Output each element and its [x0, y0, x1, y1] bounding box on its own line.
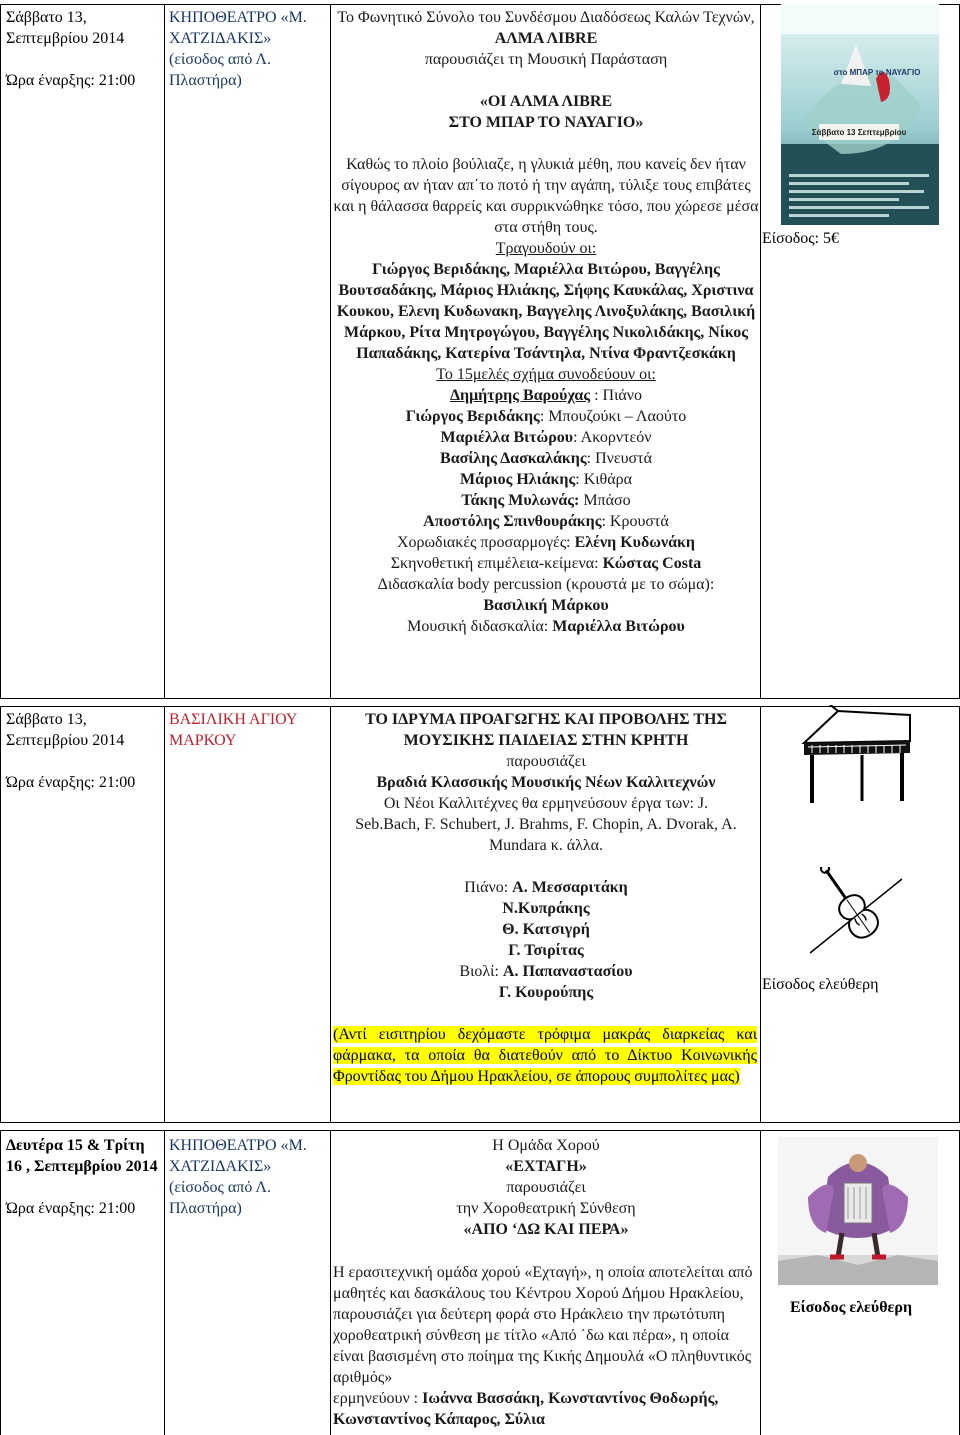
- column-divider: [760, 1130, 761, 1435]
- column-divider: [760, 706, 761, 1123]
- poster-date: Σάββατο 13 Σεπτεμβρίου: [811, 128, 907, 137]
- column-divider: [330, 4, 331, 699]
- row-divider: [0, 1122, 960, 1123]
- band-member: Γιώργος Βεριδάκης: Μπουζούκι – Λαούτο: [405, 408, 687, 425]
- pianist: Ν.Κυπράκης: [502, 900, 590, 917]
- event-date-cell: [6, 1135, 162, 1219]
- band-member: Βασίλης Δασκαλάκης: Πνευστά: [440, 450, 652, 467]
- dance-description: Η ερασιτεχνική ομάδα χορού «Εχταγή», η οποία αποτελείται από μαθητές και δασκάλους του Κέντρου Χορού Δήμου Ηρακλείου, παρουσιάζει για δεύτερη φορά στο Ηράκλειο την πρωτότυπη χοροθεατρική σύνθεση με τίτλο «Από ΄δω και πέρα», η οποία είναι βασισμένη στο ποίημα της Κικής Δημουλά «Ο πληθυντικός αριθμός»: [333, 1264, 753, 1386]
- column-divider: [164, 1130, 165, 1435]
- show-title: ΣΤΟ ΜΠΑΡ ΤΟ ΝΑΥΑΓΙΟ»: [448, 114, 644, 131]
- event-date-cell: [6, 709, 162, 793]
- row-divider: [0, 1130, 960, 1131]
- band-member: Μάριος Ηλιάκης: Κιθάρα: [460, 471, 632, 488]
- poster-title: στο ΜΠΑΡ το ΝΑΥΑΓΙΟ: [833, 68, 921, 77]
- group-name: ΑΛΜΑ ΛΙΒRΕ: [494, 30, 598, 47]
- column-divider: [760, 4, 761, 699]
- event-title: Βραδιά Κλασσικής Μουσικής Νέων Καλλιτεχνών: [376, 774, 716, 791]
- entry-price: Είσοδος: 5€: [762, 230, 840, 247]
- column-divider: [164, 706, 165, 1123]
- dance-description-cell: [333, 1262, 753, 1430]
- credit-line: Διδασκαλία body percussion (κρουστά με το σώμα):: [377, 576, 715, 593]
- venue-cell: [169, 709, 329, 751]
- column-divider: [0, 706, 1, 1123]
- organizer: ΜΟΥΣΙΚΗΣ ΠΑΙΔΕΙΑΣ ΣΤΗΝ ΚΡΗΤΗ: [403, 732, 689, 749]
- event-poster-image: [781, 4, 939, 225]
- presents-line: παρουσιάζει: [506, 1179, 586, 1196]
- event-description-cell: [333, 1135, 759, 1240]
- entry-cell: [762, 228, 958, 249]
- entry-cell: [762, 1297, 958, 1318]
- violin-icon: [802, 867, 910, 959]
- singers-heading: Τραγουδούν οι:: [495, 240, 597, 257]
- band-heading: Το 15μελές σχήμα συνοδεύουν οι:: [436, 366, 656, 383]
- event-time: Ώρα έναρξης: 21:00: [6, 72, 136, 89]
- singers-list: Γιώργος Βεριδάκης, Μαριέλλα Βιτώρου, Βαγγέλης Βουτσαδάκης, Μάριος Ηλιάκης, Σήφης Καυκάλας, Χριστινα Κουκου, Ελενη Κυδωνακη, Βαγγελης Λινοξυλάκης, Βασιλική Μάρκου, Ρίτα Μητρογώγου, Βαγγέλης Νικολιδάκης, Νίκος Παπαδάκης, Κατερίνα Τσάντηλα, Ντίνα Φραντζεσκάκη: [336, 261, 756, 362]
- event-description-cell: [333, 709, 759, 1003]
- band-member: Δημήτρης Βαρούχας : Πιάνο: [449, 387, 643, 404]
- column-divider: [164, 4, 165, 699]
- event-description-cell: [333, 7, 759, 637]
- donation-note: (Αντί εισιτηρίου δεχόμαστε τρόφιμα μακράς διαρκείας και φάρμακα, τα οποία θα διατεθούν από το Δίκτυο Κοινωνικής Φροντίδας του Δήμου Ηρακλείου, σε άπορους συμπολίτες μας): [333, 1026, 757, 1085]
- column-divider: [330, 1130, 331, 1435]
- work-type: την Χοροθεατρική Σύνθεση: [456, 1200, 636, 1217]
- band-member: Μαριέλλα Βιτώρου: Ακορντεόν: [440, 429, 652, 446]
- credit-line: Χορωδιακές προσαρμογές: Ελένη Κυδωνάκη: [396, 534, 696, 551]
- entry-price: Είσοδος ελεύθερη: [762, 976, 879, 993]
- venue-cell: [169, 1135, 329, 1219]
- violinist-line: Βιολί: Α. Παπαναστασίου: [459, 963, 633, 980]
- intro-line: Το Φωνητικό Σύνολο του Συνδέσμου Διαδόσεως Καλών Τεχνών,: [337, 9, 755, 26]
- pianist-line: Πιάνο: Α. Μεσσαριτάκη: [464, 879, 628, 896]
- group-name: «ΕΧΤΑΓΗ»: [505, 1158, 587, 1175]
- credit-line: Μουσική διδασκαλία: Μαριέλλα Βιτώρου: [407, 618, 685, 635]
- event-date-cell: [6, 7, 162, 91]
- entry-price: Είσοδος ελεύθερη: [789, 1299, 913, 1316]
- donation-note-cell: [333, 1024, 757, 1087]
- credit-line: Σκηνοθετική επιμέλεια-κείμενα: Κώστας Costa: [390, 555, 702, 572]
- row-divider: [0, 698, 960, 699]
- credit-name: Βασιλική Μάρκου: [483, 597, 609, 614]
- venue: ΒΑΣΙΛΙΚΗ ΑΓΙΟΥ ΜΑΡΚΟΥ: [169, 711, 297, 749]
- event-date: Σάββατο 13, Σεπτεμβρίου 2014: [6, 711, 125, 749]
- show-title: «ΟΙ ΑΛΜΑ ΛΙΒRΕ: [479, 93, 613, 110]
- poster-art: [781, 4, 939, 225]
- band-member: Αποστόλης Σπινθουράκης: Κρουστά: [423, 513, 669, 530]
- column-divider: [330, 706, 331, 1123]
- performer-photo: [778, 1137, 938, 1285]
- show-description: Καθώς το πλοίο βούλιαζε, η γλυκιά μέθη, που κανείς δεν ήταν σίγουρος αν ήταν απ΄το ποτό ή την αγάπη, τύλιξε τους επιβάτες και η θάλασσα θαρρείς και συρρικνώθηκε τόσο, που χώρεσε μέσα στα στήθη τους.: [333, 156, 759, 236]
- performers-line: ερμηνεύουν : Ιωάννα Βασσάκη, Κωνσταντίνος Θοδωρής, Κωνσταντίνος Κάπαρος, Σύλια: [333, 1390, 719, 1428]
- venue-cell: [169, 7, 329, 91]
- column-divider: [0, 4, 1, 699]
- band-member: Τάκης Μυλωνάς: Μπάσο: [461, 492, 631, 509]
- group-line: Η Ομάδα Χορού: [492, 1137, 600, 1154]
- work-title: «ΑΠΟ ‘ΔΩ ΚΑΙ ΠΕΡΑ»: [463, 1221, 629, 1238]
- pianist: Γ. Τσιρίτας: [508, 942, 584, 959]
- event-time: Ώρα έναρξης: 21:00: [6, 774, 136, 791]
- venue: ΚΗΠΟΘΕΑΤΡΟ «Μ. ΧΑΤΖΙΔΑΚΙΣ» (είσοδος από Λ. Πλαστήρα): [169, 1137, 307, 1217]
- event-date: Δευτέρα 15 & Τρίτη 16 , Σεπτεμβρίου 2014: [6, 1137, 158, 1175]
- violinist: Γ. Κουρούπης: [498, 984, 594, 1001]
- organizer: ΤΟ ΙΔΡΥΜΑ ΠΡΟΑΓΩΓΗΣ ΚΑΙ ΠΡΟΒΟΛΗΣ ΤΗΣ: [365, 711, 727, 728]
- entry-cell: [762, 974, 958, 995]
- grand-piano-icon: [798, 705, 916, 809]
- works-line: Οι Νέοι Καλλιτέχνες θα ερμηνεύσουν έργα των: J. Seb.Bach, F. Schubert, J. Brahms, F. Chopin, A. Dvorak, A. Mundara κ. άλλα.: [355, 795, 737, 854]
- venue: ΚΗΠΟΘΕΑΤΡΟ «Μ. ΧΑΤΖΙΔΑΚΙΣ» (είσοδος από Λ. Πλαστήρα): [169, 9, 307, 89]
- event-date: Σάββατο 13, Σεπτεμβρίου 2014: [6, 9, 125, 47]
- event-time: Ώρα έναρξης: 21:00: [6, 1200, 136, 1217]
- intro-line: παρουσιάζει τη Μουσική Παράσταση: [424, 51, 668, 68]
- presents-line: παρουσιάζει: [506, 753, 586, 770]
- pianist: Θ. Κατσιγρή: [502, 921, 590, 938]
- column-divider: [0, 1130, 1, 1435]
